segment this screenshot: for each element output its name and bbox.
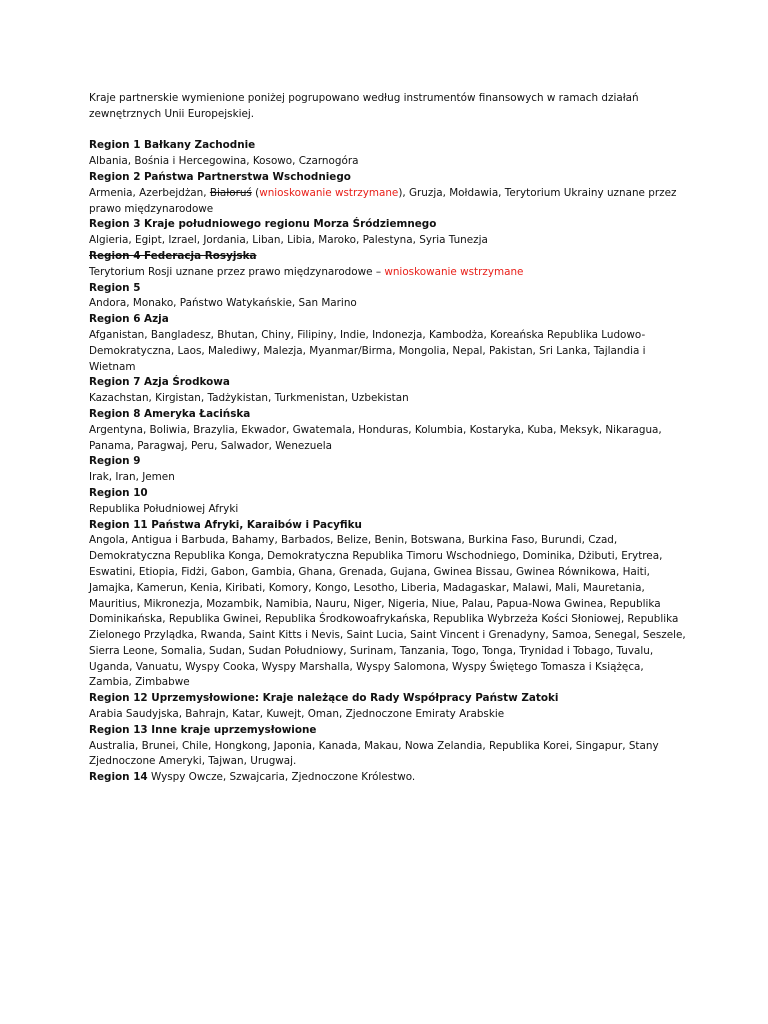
region-14-heading: Region 14 — [89, 771, 148, 784]
intro-paragraph: Kraje partnerskie wymienione poniżej pogrupowano według instrumentów finansowych w ramach działań zewnętrznych Unii Europejskiej. — [89, 92, 639, 120]
region-6-countries: Afganistan, Bangladesz, Bhutan, Chiny, Filipiny, Indie, Indonezja, Kambodża, Koreańska Republika Ludowo-Demokratyczna, Laos, Malediwy, Malezja, Myanmar/Birma, Mongolia, Nepal, Pakistan, Sri Lanka, Tajlandia i Wietnam — [89, 328, 646, 373]
region-3-countries: Algieria, Egipt, Izrael, Jordania, Liban, Libia, Maroko, Palestyna, Syria Tunezja — [89, 234, 488, 247]
region-5-heading: Region 5 — [89, 281, 141, 294]
region-1-heading: Region 1 Bałkany Zachodnie — [89, 139, 256, 152]
suspended-note: wnioskowanie wstrzymane — [259, 186, 399, 199]
region-2-countries — [89, 186, 689, 218]
document-page — [89, 91, 689, 786]
region-5-countries: Andora, Monako, Państwo Watykańskie, San Marino — [89, 297, 357, 310]
region-12-countries: Arabia Saudyjska, Bahrajn, Katar, Kuwejt, Oman, Zjednoczone Emiraty Arabskie — [89, 708, 505, 721]
region-4-countries-text: Terytorium Rosji uznane przez prawo międzynarodowe – — [89, 265, 385, 278]
region-11-heading: Region 11 Państwa Afryki, Karaibów i Pacyfiku — [89, 518, 362, 531]
region-14-countries: Wyspy Owcze, Szwajcaria, Zjednoczone Królestwo. — [147, 771, 416, 784]
region-2-countries-end: ), Gruzja, Mołdawia, Terytorium Ukrainy uznane przez prawo międzynarodowe — [89, 186, 677, 215]
suspended-note: wnioskowanie wstrzymane — [384, 265, 524, 278]
region-7-heading: Region 7 Azja Środkowa — [89, 376, 230, 389]
region-4-countries — [89, 265, 689, 281]
region-10-countries: Republika Południowej Afryki — [89, 502, 239, 515]
region-1-countries: Albania, Bośnia i Hercegowina, Kosowo, Czarnogóra — [89, 155, 359, 168]
region-8-heading: Region 8 Ameryka Łacińska — [89, 407, 251, 420]
region-9-heading: Region 9 — [89, 455, 141, 468]
region-13-countries: Australia, Brunei, Chile, Hongkong, Japonia, Kanada, Makau, Nowa Zelandia, Republika Korei, Singapur, Stany Zjednoczone Ameryki, Tajwan, Urugwaj. — [89, 739, 659, 768]
region-2-countries-start: Armenia, Azerbejdżan, — [89, 186, 210, 199]
region-4-heading: Region 4 Federacja Rosyjska — [89, 249, 257, 262]
region-11-countries: Angola, Antigua i Barbuda, Bahamy, Barbados, Belize, Benin, Botswana, Burkina Faso, Burundi, Czad, Demokratyczna Republika Konga, Demokratyczna Republika Timoru Wschodniego, Dominika, Dżibuti, Erytrea, Eswatini, Etiopia, Fidżi, Gabon, Gambia, Ghana, Grenada, Gujana, Gwinea Bissau, Gwinea Równikowa, Haiti, Jamajka, Kamerun, Kenia, Kiribati, Komory, Kongo, Lesotho, Liberia, Madagaskar, Malawi, Mali, Mauretania, Mauritius, Mikronezja, Mozambik, Namibia, Nauru, Niger, Nigeria, Niue, Palau, Papua-Nowa Gwinea, Republika Dominikańska, Republika Gwinei, Republika Środkowoafrykańska, Republika Wybrzeża Kości Słoniowej, Republika Zielonego Przylądka, Rwanda, Saint Kitts i Nevis, Saint Lucia, Saint Vincent i Grenadyny, Samoa, Senegal, Seszele, Sierra Leone, Somalia, Sudan, Sudan Południowy, Surinam, Tanzania, Togo, Tonga, Trynidad i Tobago, Tuvalu, Uganda, Vanuatu, Wyspy Cooka, Wyspy Marshalla, Wyspy Salomona, Wyspy Świętego Tomasza i Książęca, Zambia, Zimbabwe — [89, 534, 686, 689]
region-7-countries: Kazachstan, Kirgistan, Tadżykistan, Turkmenistan, Uzbekistan — [89, 392, 409, 405]
region-12-heading: Region 12 Uprzemysłowione: Kraje należące do Rady Współpracy Państw Zatoki — [89, 692, 559, 705]
struck-country-belarus: Białoruś — [209, 186, 252, 199]
region-8-countries: Argentyna, Boliwia, Brazylia, Ekwador, Gwatemala, Honduras, Kolumbia, Kostaryka, Kuba, Meksyk, Nikaragua, Panama, Paragwaj, Peru, Salwador, Wenezuela — [89, 423, 662, 452]
region-2-heading: Region 2 Państwa Partnerstwa Wschodniego — [89, 170, 351, 183]
region-13-heading: Region 13 Inne kraje uprzemysłowione — [89, 723, 317, 736]
region-3-heading: Region 3 Kraje południowego regionu Morza Śródziemnego — [89, 218, 437, 231]
paren-open: ( — [251, 186, 260, 199]
region-14-line — [89, 770, 689, 786]
region-6-heading: Region 6 Azja — [89, 313, 169, 326]
region-9-countries: Irak, Iran, Jemen — [89, 471, 175, 484]
region-10-heading: Region 10 — [89, 486, 148, 499]
